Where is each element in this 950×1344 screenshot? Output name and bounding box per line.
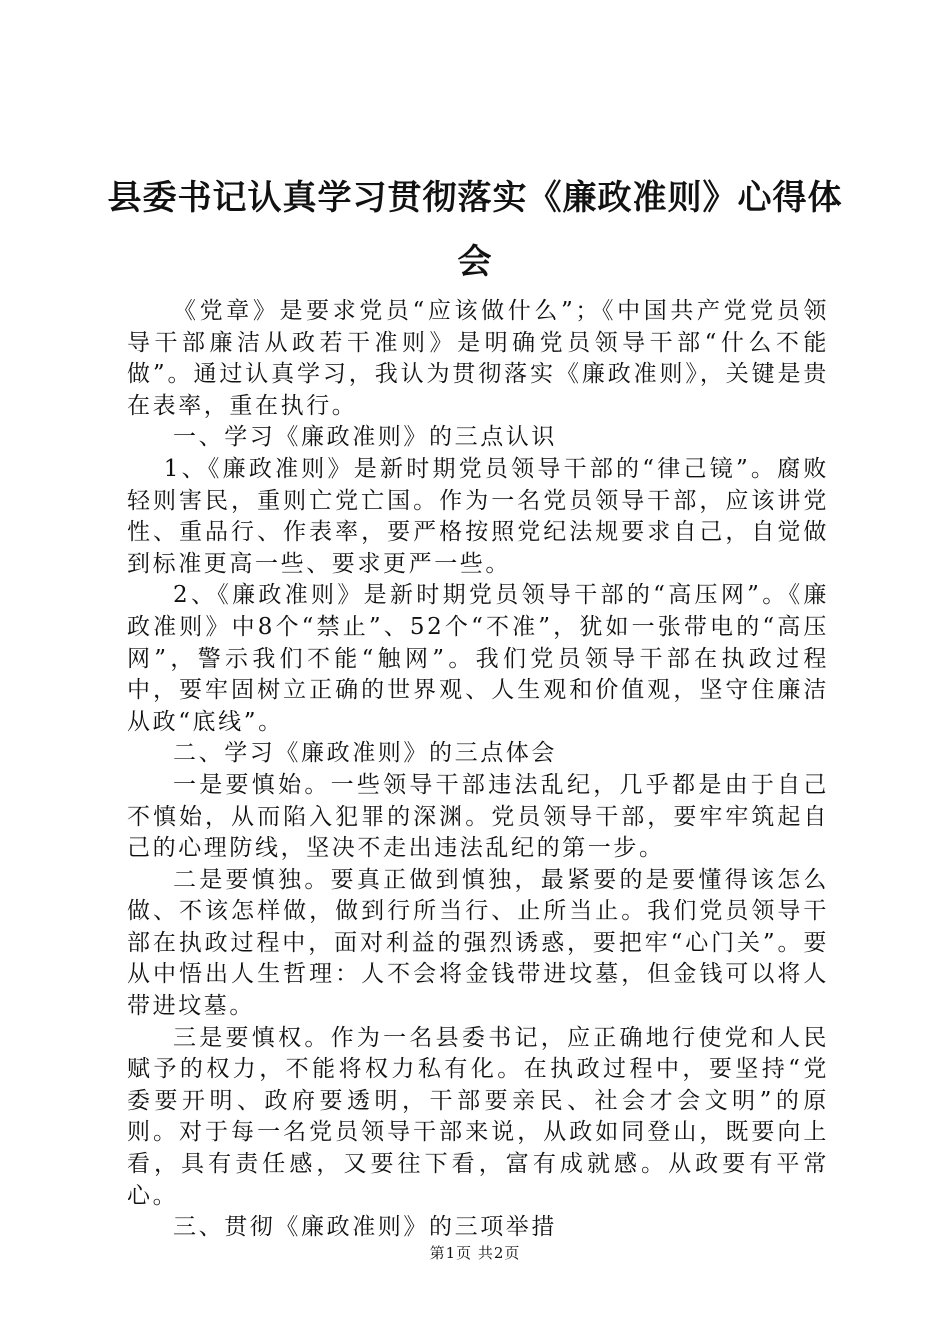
section-heading-1: 一、学习《廉政准则》的三点认识 [173, 424, 557, 451]
section-heading-2: 二、学习《廉政准则》的三点体会 [173, 740, 557, 767]
section-heading-3: 三、贯彻《廉政准则》的三项举措 [173, 1214, 557, 1241]
paragraph-shenquan: 三是要慎权。作为一名县委书记，应正确地行使党和人民赋予的权力，不能将权力私有化。在执政过程中，要坚持“党委要开明、政府要透明，干部要亲民、社会才会文明”的原则。对于每一名党员领导干部来说，从政如同登山，既要向上看，具有责任感，又要往下看，富有成就感。从政要有平常心。 [127, 1024, 829, 1209]
paragraph-shendu: 二是要慎独。要真正做到慎独，最紧要的是要懂得该怎么做、不该怎样做，做到行所当行、止所当止。我们党员领导干部在执政过程中，面对利益的强烈诱惑，要把牢“心门关”。要从中悟出人生哲理：人不会将金钱带进坟墓，但金钱可以将人带进坟墓。 [127, 866, 829, 1020]
paragraph-shenshi: 一是要慎始。一些领导干部违法乱纪，几乎都是由于自己不慎始，从而陷入犯罪的深渊。党员领导干部，要牢牢筑起自己的心理防线，坚决不走出违法乱纪的第一步。 [127, 771, 829, 862]
document-body [127, 296, 829, 1244]
paragraph-point-1: 1、《廉政准则》是新时期党员领导干部的“律己镜”。腐败轻则害民，重则亡党亡国。作为一名党员领导干部，应该讲党性、重品行、作表率，要严格按照党纪法规要求自己，自觉做到标准更高一些、要求更严一些。 [127, 455, 829, 577]
paragraph-point-2: 2、《廉政准则》是新时期党员领导干部的“高压网”。《廉政准则》中8个“禁止”、52个“不准”，犹如一张带电的“高压网”，警示我们不能“触网”。我们党员领导干部在执政过程中，要牢固树立正确的世界观、人生观和价值观，坚守住廉洁从政“底线”。 [127, 582, 829, 735]
paragraph-intro: 《党章》是要求党员“应该做什么”；《中国共产党党员领导干部廉洁从政若干准则》是明确党员领导干部“什么不能做”。通过认真学习，我认为贯彻落实《廉政准则》，关键是贵在表率，重在执行。 [127, 298, 829, 419]
document-title: 县委书记认真学习贯彻落实《廉政准则》心得体会 [107, 178, 843, 282]
page-footer: 第1页 共2页 [429, 1244, 521, 1262]
